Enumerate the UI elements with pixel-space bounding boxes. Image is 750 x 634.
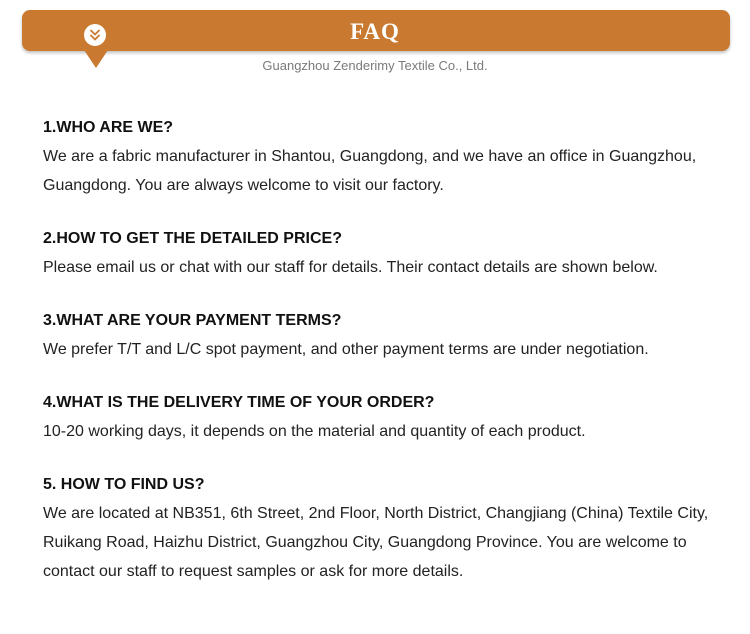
faq-list bbox=[43, 118, 723, 615]
faq-item bbox=[43, 393, 723, 446]
faq-answer: We are located at NB351, 6th Street, 2nd Floor, North District, Changjiang (China) Textile City, Ruikang Road, Haizhu District, Guangzhou City, Guangdong Province. You are welcome to contact our staff to request samples or ask for more details. bbox=[43, 505, 709, 580]
faq-question: 4.WHAT IS THE DELIVERY TIME OF YOUR ORDER? bbox=[43, 394, 435, 411]
faq-item bbox=[43, 475, 723, 586]
faq-answer: Please email us or chat with our staff for details. Their contact details are shown below. bbox=[43, 259, 658, 276]
faq-answer: 10-20 working days, it depends on the material and quantity of each product. bbox=[43, 423, 586, 440]
company-subtitle: Guangzhou Zenderimy Textile Co., Ltd. bbox=[262, 58, 488, 73]
page-title: FAQ bbox=[350, 19, 400, 44]
faq-question: 5. HOW TO FIND US? bbox=[43, 476, 205, 493]
faq-answer: We prefer T/T and L/C spot payment, and other payment terms are under negotiation. bbox=[43, 341, 649, 358]
faq-answer: We are a fabric manufacturer in Shantou, Guangdong, and we have an office in Guangzhou, Guangdong. You are always welcome to visit our factory. bbox=[43, 148, 697, 194]
faq-item bbox=[43, 311, 723, 364]
faq-question: 2.HOW TO GET THE DETAILED PRICE? bbox=[43, 230, 342, 247]
faq-question: 1.WHO ARE WE? bbox=[43, 119, 174, 136]
faq-question: 3.WHAT ARE YOUR PAYMENT TERMS? bbox=[43, 312, 342, 329]
faq-item bbox=[43, 118, 723, 200]
faq-item bbox=[43, 229, 723, 282]
